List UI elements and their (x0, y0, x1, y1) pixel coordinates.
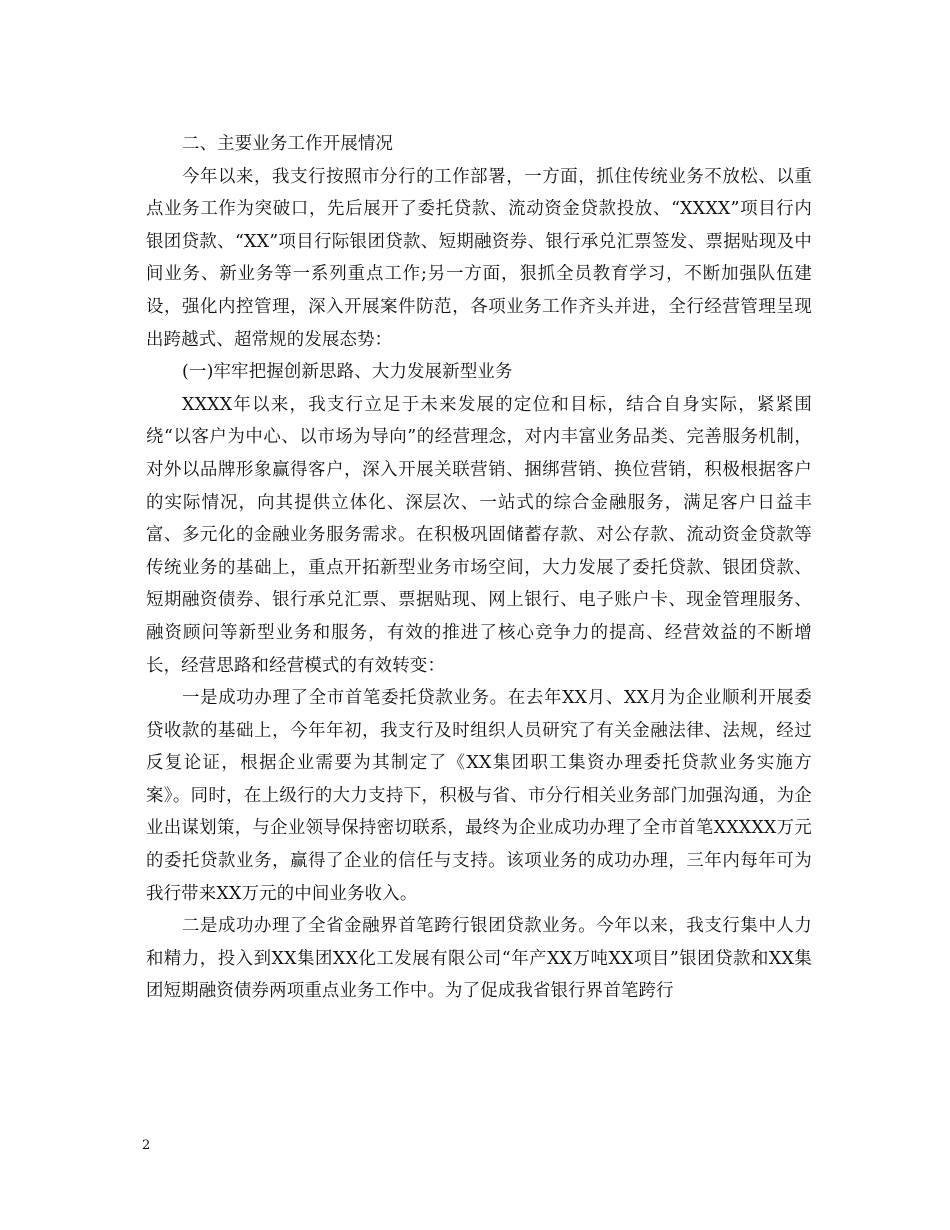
page-number: 2 (142, 1138, 151, 1153)
body-paragraph: XXXX年以来，我支行立足于未来发展的定位和目标，结合自身实际，紧紧围绕“以客户为中心、以市场为导向”的经营理念，对内丰富业务品类、完善服务机制，对外以品牌形象赢得客户，深入开展关联营销、捆绑营销、换位营销，积极根据客户的实际情况，向其提供立体化、深层次、一站式的综合金融服务，满足客户日益丰富、多元化的金融业务服务需求。在积极巩固储蓄存款、对公存款、流动资金贷款等传统业务的基础上，重点开拓新型业务市场空间，大力发展了委托贷款、银团贷款、短期融资债券、银行承兑汇票、票据贴现、网上银行、电子账户卡、现金管理服务、融资顾问等新型业务和服务，有效的推进了核心竞争力的提高、经营效益的不断增长，经营思路和经营模式的有效转变： (146, 394, 812, 676)
body-paragraph: 二是成功办理了全省金融界首笔跨行银团贷款业务。今年以来，我支行集中人力和精力，投入到XX集团XX化工发展有限公司“年产XX万吨XX项目”银团贷款和XX集团短期融资债券两项重点业务工作中。为了促成我省银行界首笔跨行 (146, 916, 812, 1002)
body-paragraph: 一是成功办理了全市首笔委托贷款业务。在去年XX月、XX月为企业顺利开展委贷收款的基础上，今年年初，我支行及时组织人员研究了有关金融法律、法规，经过反复论证，根据企业需要为其制定了《XX集团职工集资办理委托贷款业务实施方案》。同时，在上级行的大力支持下，积极与省、市分行相关业务部门加强沟通，为企业出谋划策，与企业领导保持密切联系，最终为企业成功办理了全市首笔XXXXX万元的委托贷款业务，赢得了企业的信任与支持。该项业务的成功办理，三年内每年可为我行带来XX万元的中间业务收入。 (146, 688, 812, 904)
subsection-heading: (一)牢牢把握创新思路、大力发展新型业务 (182, 362, 513, 383)
body-paragraph: 今年以来，我支行按照市分行的工作部署，一方面，抓住传统业务不放松、以重点业务工作为突破口，先后展开了委托贷款、流动资金贷款投放、“XXXX”项目行内银团贷款、“XX”项目行际银团贷款、短期融资券、银行承兑汇票签发、票据贴现及中间业务、新业务等一系列重点工作;另一方面，狠抓全员教育学习，不断加强队伍建设，强化内控管理，深入开展案件防范，各项业务工作齐头并进，全行经营管理呈现出跨越式、超常规的发展态势： (146, 166, 812, 350)
section-heading: 二、主要业务工作开展情况 (182, 134, 394, 154)
document-body (146, 128, 812, 1008)
